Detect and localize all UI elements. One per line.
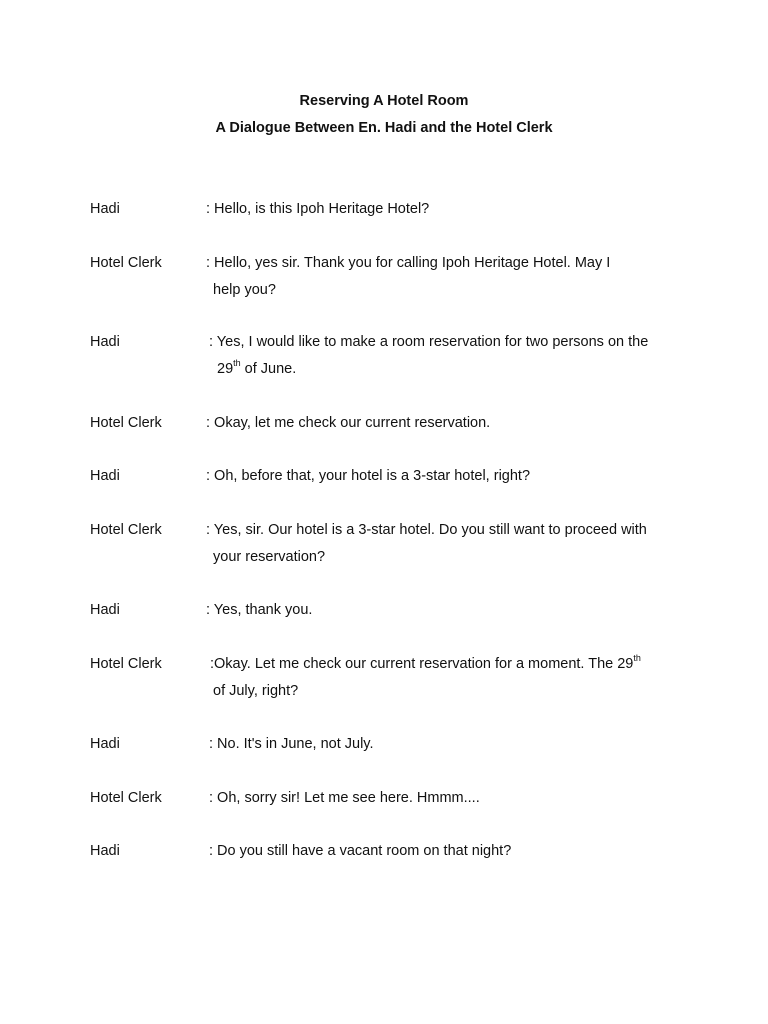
speaker-name: Hadi [90, 602, 120, 618]
dialogue-line: : Okay, let me check our current reservation. [206, 415, 491, 431]
speaker-name: Hotel Clerk [90, 415, 162, 431]
dialogue-line: : Oh, sorry sir! Let me see here. Hmmm.... [209, 790, 480, 806]
dialogue-line: : Do you still have a vacant room on that night? [209, 843, 512, 859]
dialogue-line: : Hello, yes sir. Thank you for calling Ipoh Heritage Hotel. May I [206, 255, 611, 271]
document-title: Reserving A Hotel Room [299, 93, 469, 109]
speaker-name: Hadi [90, 468, 120, 484]
date-text: of June. [240, 361, 297, 377]
dialogue-line: : Hello, is this Ipoh Heritage Hotel? [206, 201, 430, 217]
dialogue-line: : No. It's in June, not July. [209, 736, 374, 752]
dialogue-line: : Oh, before that, your hotel is a 3-star hotel, right? [206, 468, 531, 484]
speaker-name: Hadi [90, 843, 120, 859]
dialogue-line-continuation: of July, right? [213, 683, 299, 699]
dialogue-text: :Okay. Let me check our current reservation for a moment. The 29 [210, 656, 634, 672]
dialogue-line: : Yes, thank you. [206, 602, 313, 618]
dialogue-line-continuation [217, 360, 296, 378]
speaker-name: Hotel Clerk [90, 656, 162, 672]
dialogue-line: : Yes, I would like to make a room reservation for two persons on the [209, 334, 649, 350]
speaker-name: Hadi [90, 334, 120, 350]
ordinal-suffix: th [633, 653, 641, 663]
date-number: 29 [217, 361, 234, 377]
document-subtitle: A Dialogue Between En. Hadi and the Hotel Clerk [215, 120, 553, 136]
dialogue-line-continuation: your reservation? [213, 549, 326, 565]
speaker-name: Hotel Clerk [90, 255, 162, 271]
ordinal-suffix: th [233, 358, 241, 368]
dialogue-line: : Yes, sir. Our hotel is a 3-star hotel. Do you still want to proceed with [206, 522, 647, 538]
speaker-name: Hotel Clerk [90, 522, 162, 538]
speaker-name: Hadi [90, 736, 120, 752]
speaker-name: Hadi [90, 201, 120, 217]
dialogue-line-continuation: help you? [213, 282, 276, 298]
speaker-name: Hotel Clerk [90, 790, 162, 806]
dialogue-line [210, 655, 641, 673]
